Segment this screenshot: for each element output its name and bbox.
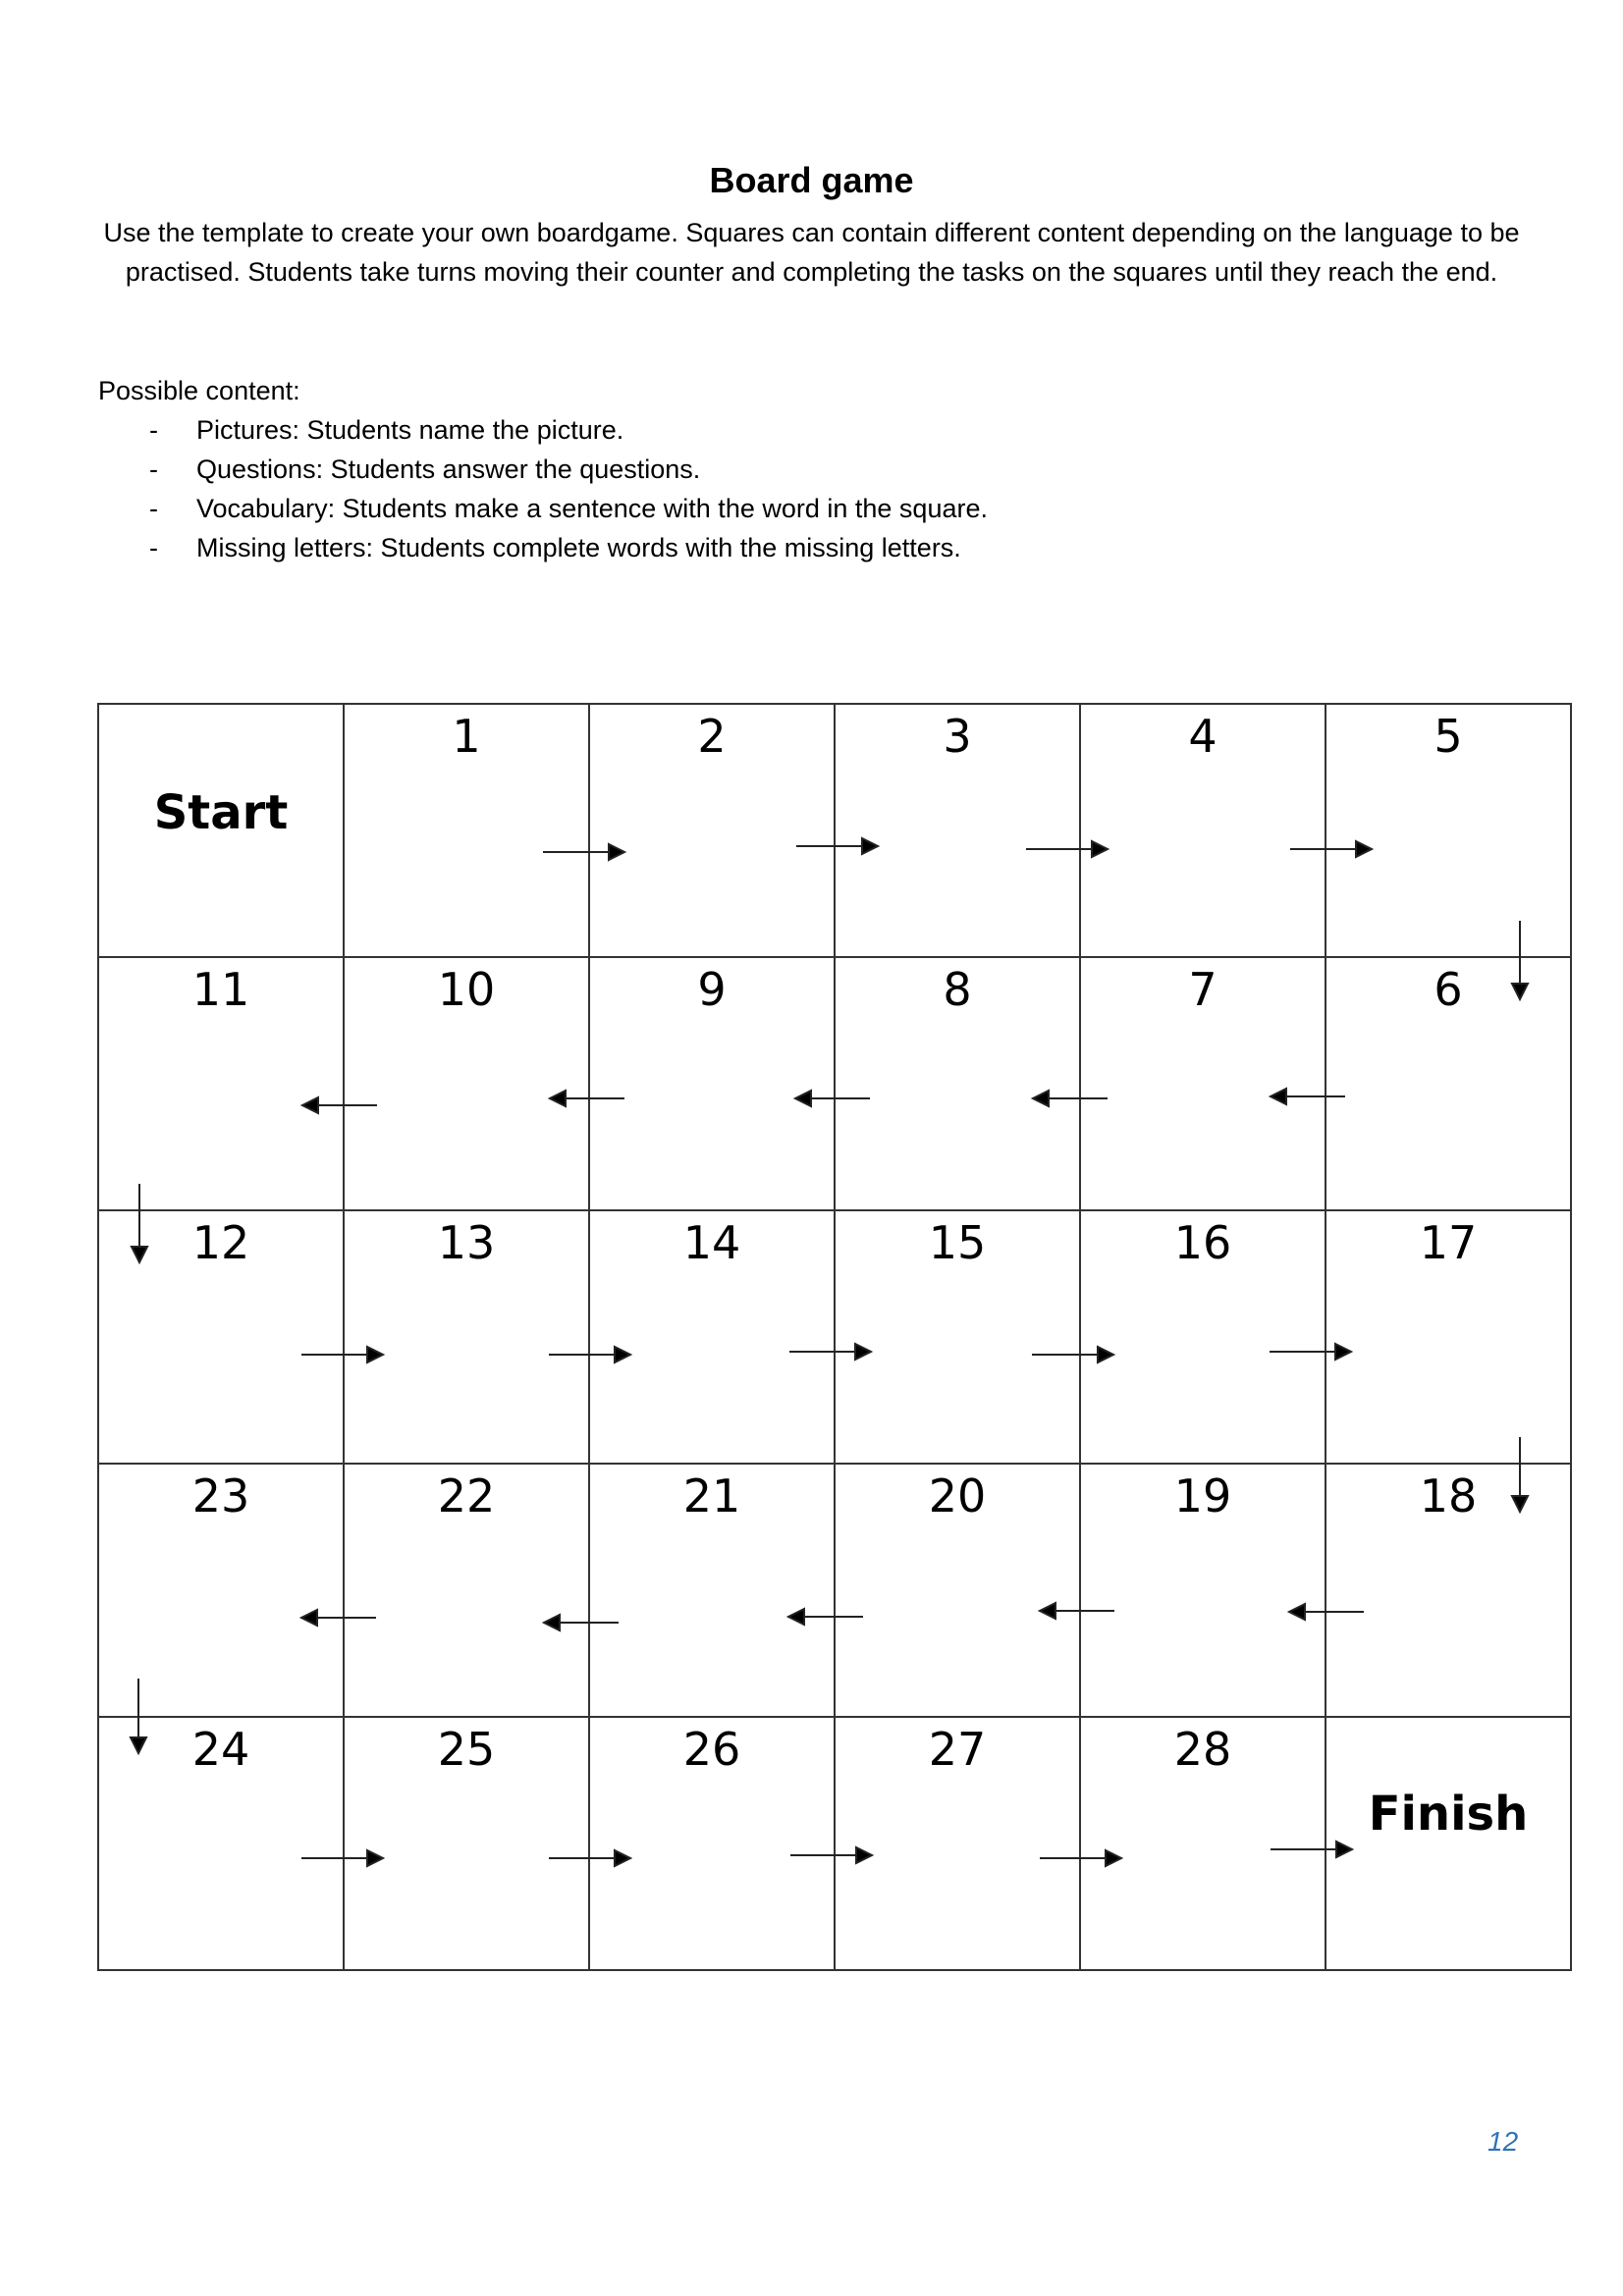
square-number: 27 bbox=[928, 1723, 987, 1776]
board-row bbox=[98, 957, 1571, 1210]
board-square bbox=[1325, 704, 1571, 957]
square-number: 28 bbox=[1173, 1723, 1232, 1776]
start-label: Start bbox=[153, 785, 289, 840]
square-number: 22 bbox=[437, 1469, 496, 1522]
board-square bbox=[835, 1717, 1080, 1970]
square-number: 24 bbox=[191, 1723, 250, 1776]
board-square bbox=[835, 1210, 1080, 1464]
list-item-text: Questions: Students answer the questions. bbox=[196, 454, 701, 484]
intro-paragraph: Use the template to create your own boardgame. Squares can contain different content depending on the language to be practised. Students take turns moving their counter and completing the tasks on the squares until they reach the end. bbox=[103, 218, 1520, 287]
square-number: 5 bbox=[1434, 710, 1463, 763]
square-number: 10 bbox=[437, 963, 496, 1016]
square-number: 19 bbox=[1173, 1469, 1232, 1522]
bullet-dash: - bbox=[149, 533, 158, 562]
square-number: 11 bbox=[191, 963, 250, 1016]
page-title: Board game bbox=[709, 160, 914, 200]
board-square bbox=[589, 1464, 835, 1717]
board-square bbox=[835, 704, 1080, 957]
possible-content-list bbox=[98, 410, 988, 567]
board-table bbox=[97, 703, 1572, 1971]
board-square bbox=[1080, 957, 1325, 1210]
board-square bbox=[589, 1717, 835, 1970]
square-number: 6 bbox=[1434, 963, 1463, 1016]
square-number: 17 bbox=[1419, 1216, 1478, 1269]
list-item bbox=[98, 450, 988, 489]
square-number: 3 bbox=[943, 710, 972, 763]
bullet-dash: - bbox=[149, 454, 158, 484]
board-square bbox=[1080, 1210, 1325, 1464]
board-game-grid bbox=[97, 703, 1562, 1971]
board-square bbox=[344, 957, 589, 1210]
square-number: 15 bbox=[928, 1216, 987, 1269]
list-item bbox=[98, 528, 988, 567]
board-square bbox=[1325, 1464, 1571, 1717]
square-number: 12 bbox=[191, 1216, 250, 1269]
board-square bbox=[589, 704, 835, 957]
list-item bbox=[98, 489, 988, 528]
board-square bbox=[589, 957, 835, 1210]
square-number: 14 bbox=[682, 1216, 741, 1269]
square-number: 26 bbox=[682, 1723, 741, 1776]
board-square bbox=[344, 704, 589, 957]
list-item-text: Pictures: Students name the picture. bbox=[196, 415, 624, 445]
square-number: 9 bbox=[697, 963, 727, 1016]
square-number: 2 bbox=[697, 710, 727, 763]
board-square bbox=[589, 1210, 835, 1464]
possible-content-heading: Possible content: bbox=[98, 376, 300, 405]
bullet-dash: - bbox=[149, 415, 158, 445]
board-square-finish bbox=[1325, 1717, 1571, 1970]
board-square bbox=[344, 1464, 589, 1717]
board-square-start bbox=[98, 704, 344, 957]
board-square bbox=[344, 1717, 589, 1970]
board-row bbox=[98, 704, 1571, 957]
board-square bbox=[835, 957, 1080, 1210]
board-square bbox=[98, 1210, 344, 1464]
list-item bbox=[98, 410, 988, 450]
square-number: 18 bbox=[1419, 1469, 1478, 1522]
square-number: 1 bbox=[452, 710, 481, 763]
board-row bbox=[98, 1717, 1571, 1970]
board-square bbox=[1325, 957, 1571, 1210]
square-number: 20 bbox=[928, 1469, 987, 1522]
square-number: 8 bbox=[943, 963, 972, 1016]
board-square bbox=[1325, 1210, 1571, 1464]
square-number: 23 bbox=[191, 1469, 250, 1522]
board-row bbox=[98, 1210, 1571, 1464]
board-row bbox=[98, 1464, 1571, 1717]
finish-label: Finish bbox=[1368, 1787, 1529, 1842]
board-square bbox=[98, 1717, 344, 1970]
list-item-text: Vocabulary: Students make a sentence with the word in the square. bbox=[196, 494, 988, 523]
square-number: 21 bbox=[682, 1469, 741, 1522]
square-number: 7 bbox=[1188, 963, 1217, 1016]
board-square bbox=[1080, 1717, 1325, 1970]
square-number: 16 bbox=[1173, 1216, 1232, 1269]
list-item-text: Missing letters: Students complete words with the missing letters. bbox=[196, 533, 961, 562]
board-square bbox=[98, 1464, 344, 1717]
board-square bbox=[98, 957, 344, 1210]
board-square bbox=[1080, 1464, 1325, 1717]
square-number: 4 bbox=[1188, 710, 1217, 763]
board-square bbox=[1080, 704, 1325, 957]
bullet-dash: - bbox=[149, 494, 158, 523]
square-number: 25 bbox=[437, 1723, 496, 1776]
page-number: 12 bbox=[1488, 2126, 1519, 2157]
square-number: 13 bbox=[437, 1216, 496, 1269]
board-square bbox=[835, 1464, 1080, 1717]
board-square bbox=[344, 1210, 589, 1464]
